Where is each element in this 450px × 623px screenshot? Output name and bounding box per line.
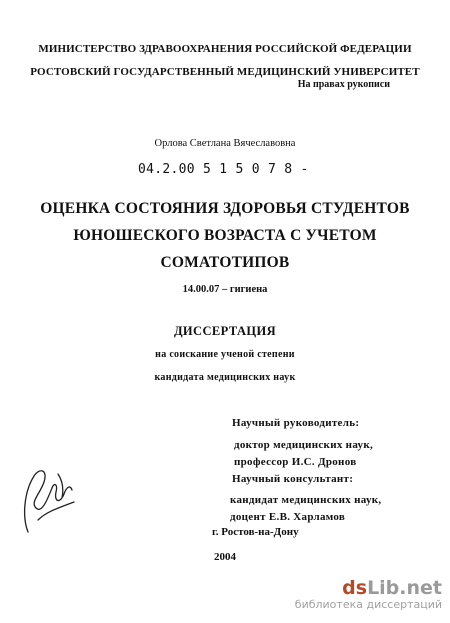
supervisor-degree: доктор медицинских наук, (234, 439, 374, 451)
university-name: РОСТОВСКИЙ ГОСУДАРСТВЕННЫЙ МЕДИЦИНСКИЙ УНИВЕРСИТЕТ (30, 66, 420, 78)
supervisor-heading: Научный руководитель: (232, 417, 360, 429)
handwritten-signature (18, 462, 80, 536)
title-line-1: ОЦЕНКА СОСТОЯНИЯ ЗДОРОВЬЯ СТУДЕНТОВ (40, 200, 410, 217)
ministry-name: МИНИСТЕРСТВО ЗДРАВООХРАНЕНИЯ РОССИЙСКОЙ ФЕДЕРАЦИИ (38, 43, 412, 55)
degree-line-1: на соискание ученой степени (155, 349, 295, 360)
consultant-name: доцент Е.В. Харламов (230, 511, 346, 523)
specialty-code: 14.00.07 – гигиена (182, 284, 268, 295)
registration-stamp: 04.2.00 5 1 5 0 7 8 - (138, 162, 309, 177)
rights-note: На правах рукописи (297, 79, 390, 90)
title-line-3: СОМАТОТИПОВ (160, 254, 290, 271)
supervisor-name: профессор И.С. Дронов (234, 456, 357, 468)
watermark-subtitle: библиотека диссертаций (294, 598, 442, 611)
author-name: Орлова Светлана Вячеславовна (154, 138, 296, 149)
watermark (295, 578, 442, 612)
year: 2004 (214, 551, 236, 563)
watermark-logo: dsLib.net (342, 577, 442, 599)
title-line-2: ЮНОШЕСКОГО ВОЗРАСТА С УЧЕТОМ (73, 227, 377, 244)
degree-line-2: кандидата медицинских наук (154, 372, 296, 383)
consultant-degree: кандидат медицинских наук, (230, 494, 382, 506)
consultant-heading: Научный консультант: (232, 473, 354, 485)
document-type: ДИССЕРТАЦИЯ (173, 324, 277, 338)
city: г. Ростов-на-Дону (212, 526, 299, 538)
